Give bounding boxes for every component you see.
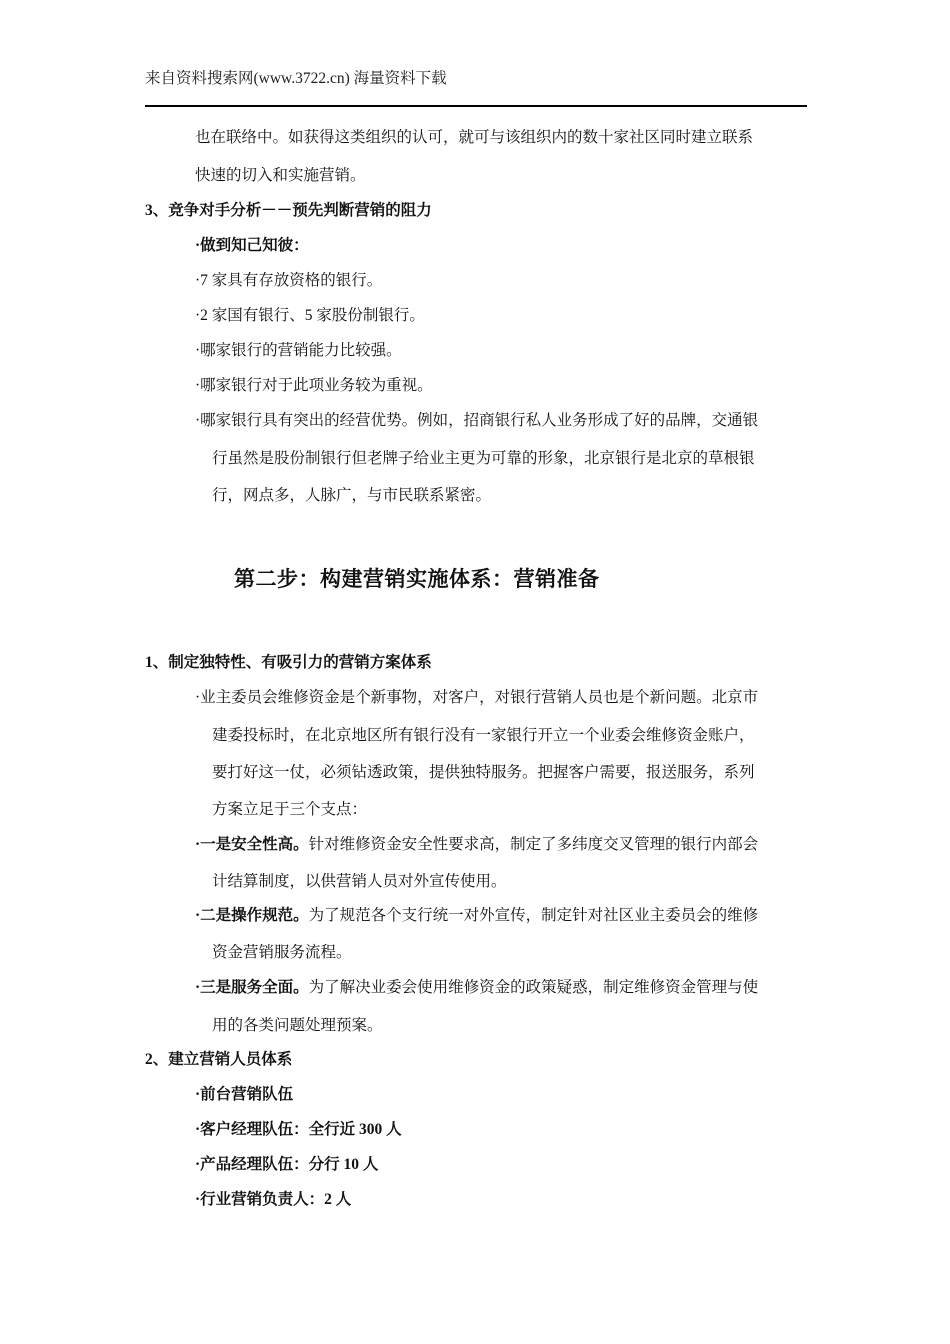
bullet-item-continuation: 用的各类问题处理预案。: [212, 1017, 383, 1034]
bullet-text: 针对维修资金安全性要求高，制定了多纬度交叉管理的银行内部会: [308, 836, 759, 853]
page-header: 来自资料搜索网(www.3722.cn) 海量资料下载: [145, 70, 447, 87]
bullet-item: ·行业营销负责人：2 人: [195, 1191, 352, 1208]
bullet-item: ·产品经理队伍：分行 10 人: [195, 1156, 379, 1173]
bullet-item: ·7 家具有存放资格的银行。: [195, 272, 383, 289]
bullet-item: ·哪家银行的营销能力比较强。: [195, 342, 402, 359]
bullet-item: [195, 978, 758, 998]
paragraph-line: 快速的切入和实施营销。: [195, 167, 366, 184]
header-rule: [145, 105, 807, 107]
paragraph-line: 要打好这一仗，必须钻透政策，提供独特服务。把握客户需要，报送服务，系列: [212, 764, 755, 781]
bullet-text: 为了规范各个支行统一对外宣传，制定针对社区业主委员会的维修: [308, 907, 759, 924]
bullet-item: ·哪家银行具有突出的经营优势。例如，招商银行私人业务形成了好的品牌，交通银: [195, 412, 759, 429]
section-heading: 2、建立营销人员体系: [145, 1051, 293, 1068]
bullet-item: [195, 906, 758, 926]
bullet-lead: ·一是安全性高。: [195, 836, 309, 853]
bullet-item-continuation: 计结算制度，以供营销人员对外宣传使用。: [212, 873, 507, 890]
section-heading: 3、竞争对手分析－－预先判断营销的阻力: [145, 202, 432, 219]
step-title: 第二步：构建营销实施体系：营销准备: [234, 567, 600, 591]
bullet-item: ·哪家银行对于此项业务较为重视。: [195, 377, 433, 394]
paragraph-line: ·业主委员会维修资金是个新事物，对客户，对银行营销人员也是个新问题。北京市: [195, 689, 759, 706]
bullet-lead: ·二是操作规范。: [195, 907, 309, 924]
bullet-lead: ·三是服务全面。: [195, 979, 309, 996]
bullet-text: 为了解决业委会使用维修资金的政策疑惑，制定维修资金管理与使: [308, 979, 759, 996]
bullet-item: ·前台营销队伍: [195, 1086, 294, 1103]
bullet-item-continuation: 行虽然是股份制银行但老牌子给业主更为可靠的形象，北京银行是北京的草根银: [212, 450, 755, 467]
bullet-item: ·做到知己知彼：: [195, 237, 309, 254]
bullet-item: [195, 835, 758, 855]
bullet-item: ·客户经理队伍：全行近 300 人: [195, 1121, 402, 1138]
bullet-item-continuation: 行，网点多，人脉广，与市民联系紧密。: [212, 487, 492, 504]
bullet-item: ·2 家国有银行、5 家股份制银行。: [195, 307, 425, 324]
paragraph-line: 也在联络中。如获得这类组织的认可，就可与该组织内的数十家社区同时建立联系: [195, 129, 754, 146]
bullet-item-continuation: 资金营销服务流程。: [212, 944, 352, 961]
paragraph-line: 方案立足于三个支点：: [212, 801, 368, 818]
section-heading: 1、制定独特性、有吸引力的营销方案体系: [145, 654, 432, 671]
paragraph-line: 建委投标时，在北京地区所有银行没有一家银行开立一个业委会维修资金账户，: [212, 727, 755, 744]
